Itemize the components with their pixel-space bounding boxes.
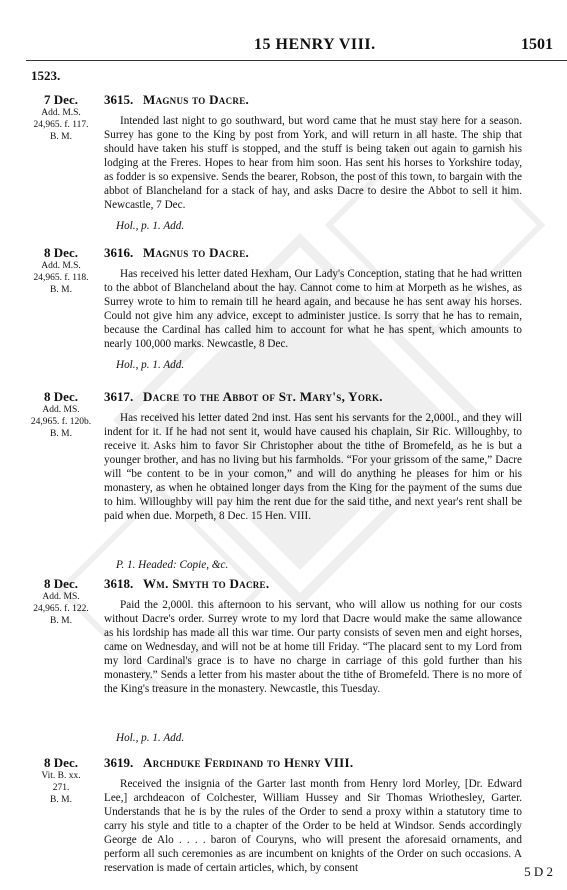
entry-text — [104, 411, 522, 523]
entry-title: Magnus to Dacre. — [143, 92, 250, 107]
running-header — [0, 36, 567, 58]
year-label: 1523. — [31, 68, 61, 83]
source-ref-line: Add. MS. — [42, 405, 80, 415]
entry-date: 8 Dec. — [44, 755, 78, 770]
signature-mark: 5 D 2 — [524, 864, 553, 879]
repository: B. M. — [50, 795, 72, 805]
entry-heading — [104, 755, 353, 770]
repository: B. M. — [50, 429, 72, 439]
entry-date: 7 Dec. — [44, 92, 78, 107]
entry-margin — [24, 755, 98, 806]
repository: B. M. — [50, 616, 72, 626]
entry-number: 3616. — [104, 245, 134, 260]
entry-margin — [24, 245, 98, 296]
source-ref-folio: 24,965. f. 120b. — [30, 417, 92, 427]
entry-paragraph: Intended last night to go southward, but word came that he must stay here for a season. Surrey has gone to the King by post from York, and will return in all haste. The ship that should have taken his stuff is stopped, and the stuff is being taken out again to garnish his lodging at the Freres. Hopes to hear from him soon. Has sent his horses to Yorkshire today, as fodder is so expensive. Sends the bearer, Robson, the post of this town, to bargain with the abbot of Blancheland for a stack of hay, and asks Dacre to desire the Abbot to sell it him. Newcastle, 7 Dec. — [104, 115, 522, 212]
source-ref-folio: 24,965. f. 117. — [33, 120, 89, 130]
repository: B. M. — [50, 132, 72, 142]
entry-title: Dacre to the Abbot of St. Mary's, York. — [143, 389, 383, 404]
entry-margin — [24, 576, 98, 627]
entry-number: 3617. — [104, 389, 134, 404]
entry-note: P. 1. Headed: Copie, &c. — [116, 559, 229, 571]
source-ref-line: Vit. B. xx. — [41, 771, 81, 781]
entry-text — [104, 267, 522, 351]
source-ref-folio: 24,965. f. 118. — [33, 273, 89, 283]
entry-text — [104, 114, 522, 212]
header-rule — [26, 60, 567, 61]
entry-title: Magnus to Dacre. — [143, 245, 250, 260]
entry-margin — [24, 92, 98, 143]
page-number: 1501 — [521, 36, 553, 53]
entry-text — [104, 598, 522, 696]
source-ref-line: Add. M.S. — [41, 261, 81, 271]
source-ref-folio: 271. — [52, 783, 70, 793]
entry-heading — [104, 245, 249, 260]
entry-date: 8 Dec. — [44, 576, 78, 591]
entry-note: Hol., p. 1. Add. — [116, 359, 185, 371]
entry-margin — [24, 389, 98, 440]
entry-number: 3618. — [104, 576, 134, 591]
entry-heading — [104, 389, 383, 404]
entry-title: Wm. Smyth to Dacre. — [143, 576, 270, 591]
repository: B. M. — [50, 285, 72, 295]
entry-number: 3619. — [104, 755, 134, 770]
entry-paragraph: Has received his letter dated 2nd inst. Has sent his servants for the 2,000l., and they will indent for it. If he had not sent it, would have caused his chaplain, Sir Ric. Willoughby, to receive it. Asks him to favor Sir Christopher about the tithe of Bromefeld, as he is but a younger brother, and has no living but his farmholds. “For your grissom of the same,” Dacre will “be content to be in your comon,” and will do anything he pleases for him or his monastery, as when he obtained longer days from the King for the payment of the sums due to him. Willoughby will pay him the rent due for the said tithe, and next year's rent shall be paid when due. Morpeth, 8 Dec. 15 Hen. VIII. — [104, 412, 522, 523]
entry-date: 8 Dec. — [44, 245, 78, 260]
entry-heading — [104, 576, 269, 591]
entry-text — [104, 777, 522, 875]
source-ref-line: Add. M.S. — [41, 108, 81, 118]
entry-paragraph: Has received his letter dated Hexham, Our Lady's Conception, stating that he had written to the abbot of Blancheland about the hay. Cannot come to him at Morpeth as he wishes, as Surrey wrote to him to remain till he heard again, and because he has sent away his horses. Could not give him any advice, except to administer justice. Is sorry that he has to remain, because the Cardinal has called him to account for what he has spent, which amounts to nearly 100,000 marks. Newcastle, 8 Dec. — [104, 268, 522, 351]
entry-paragraph: Paid the 2,000l. this afternoon to his servant, who will allow us nothing for our costs without Dacre's order. Surrey wrote to my lord that Dacre would make the same allowance as his lordship has made all this war time. Our party consists of seven men and eight horses, came on Wednesday, and will not be at home till Friday. “The placard sent to my Lord from my lord Cardinal's grace is to have no charge in carriage of this gold further than his monastery.” Sends a letter from his master about the tithe of Bromefeld. There is no more of the King's treasure in the monastery. Newcastle, this Tuesday. — [104, 599, 522, 696]
entry-paragraph: Received the insignia of the Garter last month from Henry lord Morley, [Dr. Edward Lee,] archdeacon of Colchester, William Hussey and Sir Thomas Wriothesley, Garter. Understands that he is by the rules of the Order to send a proxy within a statutory time to carry his style and title to a chapter of the Order to be held at Windsor. Sends accordingly George de Alo . . . . baron of Couryns, who will present the aforesaid ornaments, and perform all such ceremonies as are incumbent on knights of the Order on such occasions. A reservation is made of certain articles, which, by consent — [104, 778, 522, 875]
entry-date: 8 Dec. — [44, 389, 78, 404]
entry-title: Archduke Ferdinand to Henry VIII. — [143, 755, 354, 770]
running-title: 15 HENRY VIII. — [254, 36, 376, 53]
entry-number: 3615. — [104, 92, 134, 107]
source-ref-folio: 24,965. f. 122. — [33, 604, 89, 614]
entry-note: Hol., p. 1. Add. — [116, 220, 185, 232]
entry-note: Hol., p. 1. Add. — [116, 732, 185, 744]
entry-heading — [104, 92, 249, 107]
source-ref-line: Add. MS. — [42, 592, 80, 602]
